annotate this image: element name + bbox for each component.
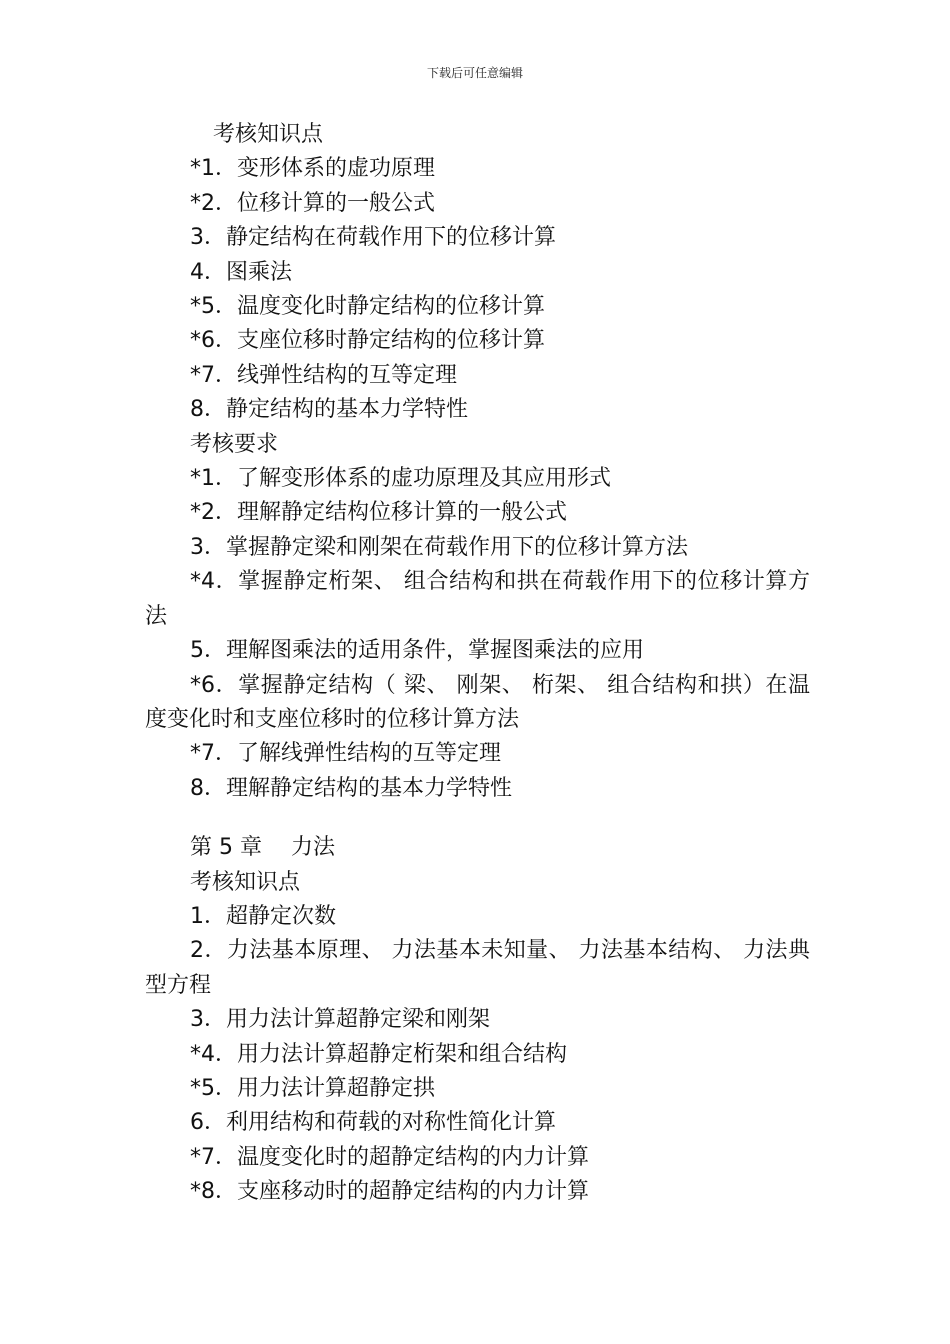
- list-item: 3．静定结构在荷载作用下的位移计算: [190, 225, 556, 251]
- list-item: *7．线弹性结构的互等定理: [190, 362, 457, 388]
- list-item: 3．用力法计算超静定梁和刚架: [190, 1007, 490, 1033]
- list-item: *4．用力法计算超静定桁架和组合结构: [190, 1041, 567, 1067]
- section-spacer: [145, 806, 810, 831]
- list-item: *6．掌握静定结构（ 梁、 刚架、 桁架、 组合结构和拱）在温度变化时和支座位移时的位移计算方法: [145, 672, 810, 732]
- section-heading-knowledge-points: 考核知识点: [190, 869, 301, 895]
- list-item: 8．理解静定结构的基本力学特性: [190, 775, 512, 801]
- chapter-title: 第 5 章 力法: [190, 835, 335, 861]
- list-item: *7．了解线弹性结构的互等定理: [190, 741, 501, 767]
- list-item: *8．支座移动时的超静定结构的内力计算: [190, 1179, 589, 1205]
- document-body: [145, 118, 810, 1210]
- section-heading-knowledge-points: 考核知识点: [213, 122, 324, 147]
- list-item: *7．温度变化时的超静定结构的内力计算: [190, 1144, 589, 1170]
- section-heading-requirements: 考核要求: [190, 431, 279, 457]
- list-item: *5．用力法计算超静定拱: [190, 1075, 435, 1101]
- list-item: 8．静定结构的基本力学特性: [190, 397, 468, 423]
- list-item: *1．变形体系的虚功原理: [190, 156, 435, 182]
- list-item: 4．图乘法: [190, 259, 292, 285]
- list-item: 5．理解图乘法的适用条件，掌握图乘法的应用: [190, 638, 644, 664]
- list-item: *4．掌握静定桁架、 组合结构和拱在荷载作用下的位移计算方法: [145, 569, 810, 629]
- list-item: 6．利用结构和荷载的对称性简化计算: [190, 1110, 556, 1136]
- list-item: 1．超静定次数: [190, 903, 336, 929]
- list-item: 2．力法基本原理、 力法基本未知量、 力法基本结构、 力法典型方程: [145, 938, 810, 998]
- list-item: 3．掌握静定梁和刚架在荷载作用下的位移计算方法: [190, 534, 688, 560]
- list-item: *1．了解变形体系的虚功原理及其应用形式: [190, 466, 611, 492]
- list-item: *2．位移计算的一般公式: [190, 190, 435, 216]
- list-item: *5．温度变化时静定结构的位移计算: [190, 294, 545, 320]
- list-item: *2．理解静定结构位移计算的一般公式: [190, 500, 567, 526]
- list-item: *6．支座位移时静定结构的位移计算: [190, 328, 545, 354]
- page-header: 下载后可任意编辑: [426, 66, 523, 80]
